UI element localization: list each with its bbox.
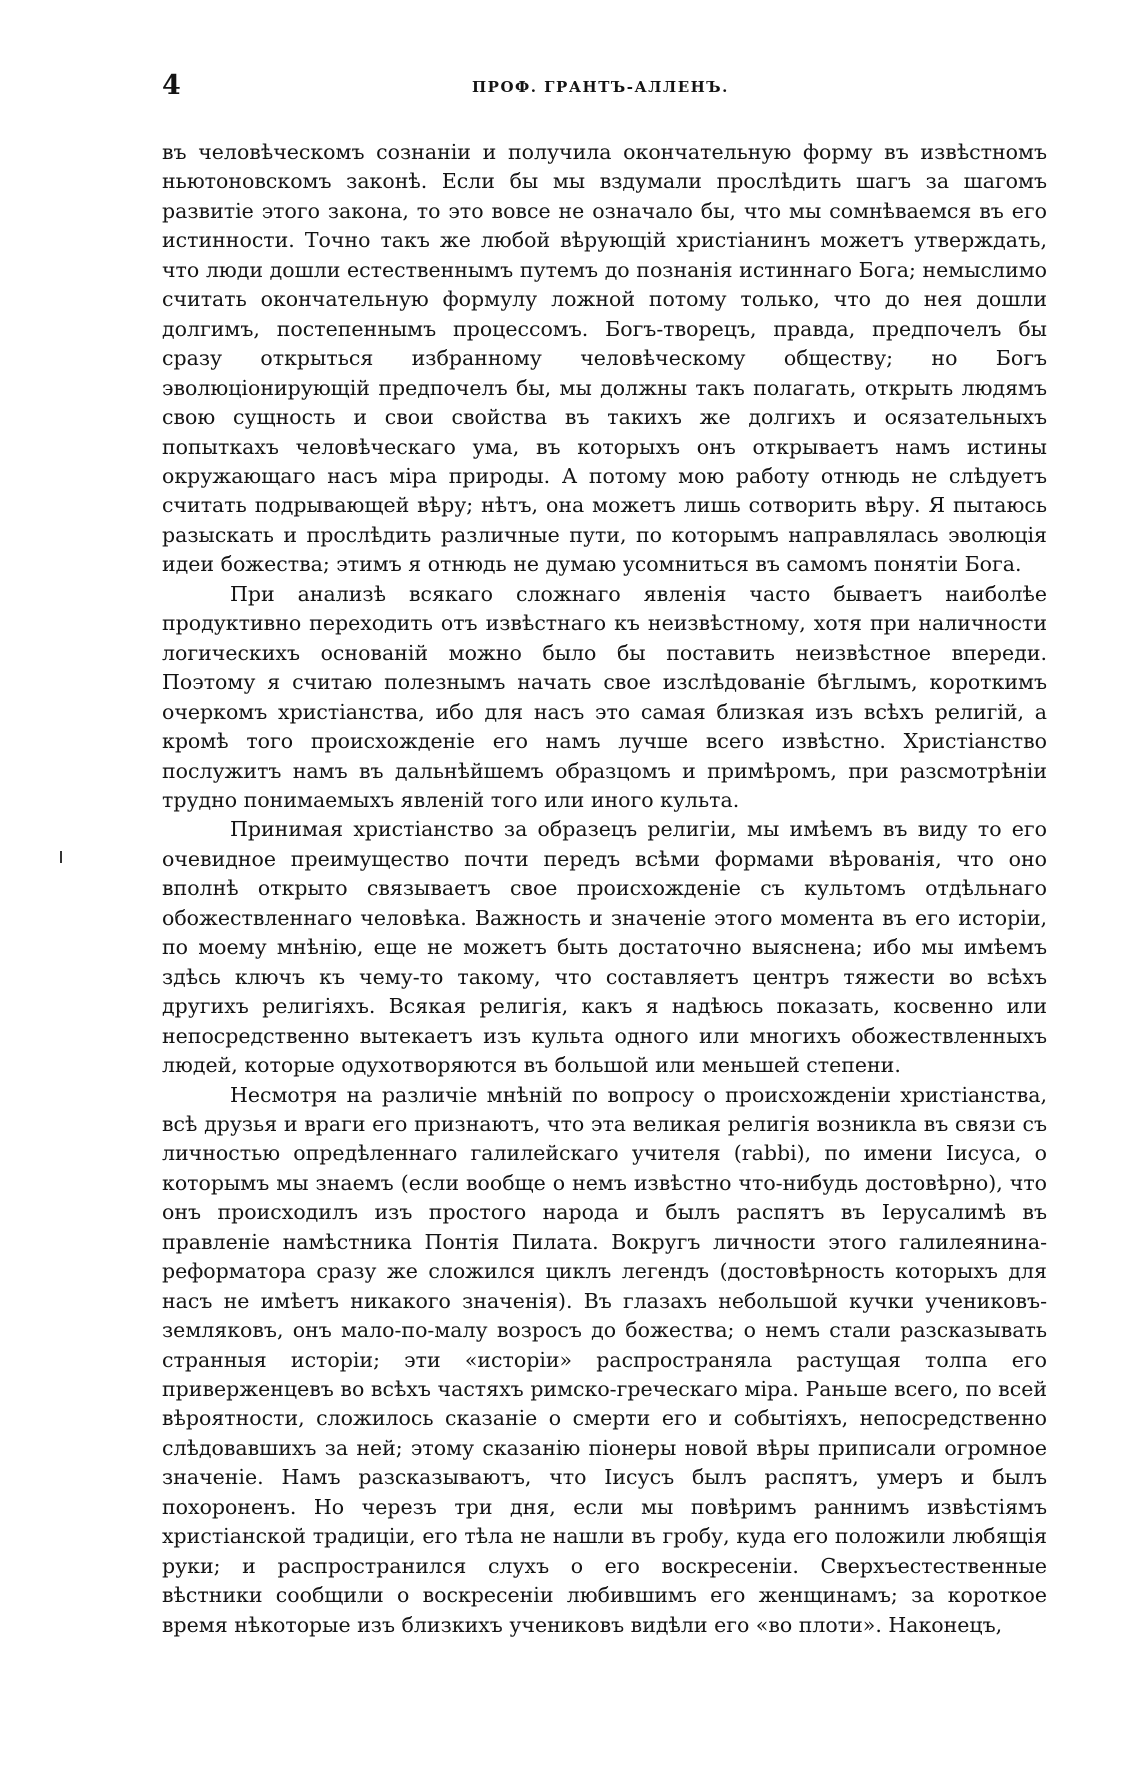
- paragraph-method: При анализѣ всякаго сложнаго явленія часто бываетъ наиболѣе продуктивно переходить отъ извѣстнаго къ неизвѣстному, хотя при наличности логическихъ основаній можно было бы поставить неизвѣстное впереди. Поэтому я считаю полезнымъ начать свое изслѣдованіе бѣглымъ, короткимъ очеркомъ христіанства, ибо для насъ это самая близкая изъ всѣхъ религій, а кромѣ того происхожденіе его намъ лучше всего извѣстно. Христіанство послужитъ намъ въ дальнѣйшемъ образцомъ и примѣромъ, при разсмотрѣніи трудно понимаемыхъ явленій того или иного культа.: [162, 581, 1047, 812]
- margin-mark: [60, 851, 62, 863]
- body-text: [162, 138, 1047, 1640]
- page-number: 4: [162, 70, 181, 101]
- page-header: [162, 70, 1047, 104]
- paragraph-origin: Несмотря на различіе мнѣній по вопросу о происхожденіи христіанства, всѣ друзья и враги его признаютъ, что эта великая религія возникла въ связи съ личностью опредѣленнаго галилейскаго учителя (rabbi), по имени Іисуса, о которымъ мы знаемъ (если вообще о немъ извѣстно что-нибудь достовѣрно), что онъ происходилъ изъ простого народа и былъ распятъ въ Іерусалимѣ въ правленіе намѣстника Понтія Пилата. Вокругъ личности этого галилеянина-реформатора сразу же сложился циклъ легендъ (достовѣрность которыхъ для насъ не имѣетъ никакого значенія). Въ глазахъ небольшой кучки учениковъ-земляковъ, онъ мало-по-малу возросъ до божества; о немъ стали разсказывать странныя исторіи; эти «исторіи» распространяла растущая толпа его приверженцевъ во всѣхъ частяхъ римско-греческаго міра. Раньше всего, по всей вѣроятности, сложилось сказаніе о смерти его и событіяхъ, непосредственно слѣдовавшихъ за ней; этому сказанію піонеры новой вѣры приписали огромное значеніе. Намъ разсказываютъ, что Іисусъ былъ распятъ, умеръ и былъ похороненъ. Но черезъ три дня, если мы повѣримъ раннимъ извѣстіямъ христіанской традиціи, его тѣла не нашли въ гробу, куда его положили любящія руки; и распространился слухъ о его воскресеніи. Сверхъестественные вѣстники сообщили о воскресеніи любившимъ его женщинамъ; за короткое время нѣкоторые изъ близкихъ учениковъ видѣли его «во плоти». Наконецъ,: [162, 1082, 1047, 1637]
- paragraph-christianity-model: Принимая христіанство за образецъ религіи, мы имѣемъ въ виду то его очевидное преимущество почти передъ всѣми формами вѣрованія, что оно вполнѣ открыто связываетъ свое происхожденіе съ культомъ отдѣльнаго обожествленнаго человѣка. Важность и значеніе этого момента въ его исторіи, по моему мнѣнію, еще не можетъ быть достаточно выяснена; ибо мы имѣемъ здѣсь ключъ къ чему-то такому, что составляетъ центръ тяжести во всѣхъ другихъ религіяхъ. Всякая религія, какъ я надѣюсь показать, косвенно или непосредственно вытекаетъ изъ культа одного или многихъ обожествленныхъ людей, которые одухотворяются въ большой или меньшей степени.: [162, 817, 1047, 1078]
- paragraph-continued: въ человѣческомъ сознаніи и получила окончательную форму въ извѣстномъ ньютоновскомъ законѣ. Если бы мы вздумали прослѣдить шагъ за шагомъ развитіе этого закона, то это вовсе не означало бы, что мы сомнѣваемся въ его истинности. Точно такъ же любой вѣрующій христіанинъ можетъ утверждать, что люди дошли естественнымъ путемъ до познанія истиннаго Бога; немыслимо считать окончательную формулу ложной потому только, что до нея дошли долгимъ, постепеннымъ процессомъ. Богъ-творецъ, правда, предпочелъ бы сразу открыться избранному человѣческому обществу; но Богъ эволюціонирующій предпочелъ бы, мы должны такъ полагать, открыть людямъ свою сущность и свои свойства въ такихъ же долгихъ и осязательныхъ попыткахъ человѣческаго ума, въ которыхъ онъ открываетъ намъ истины окружающаго насъ міра природы. А потому мою работу отнюдь не слѣдуетъ считать подрывающей вѣру; нѣтъ, она можетъ лишь сотворить вѣру. Я пытаюсь разыскать и прослѣдить различные пути, по которымъ направлялась эволюція идеи божества; этимъ я отнюдь не думаю усомниться въ самомъ понятіи Бога.: [162, 140, 1047, 577]
- running-head: ПРОФ. ГРАНТЪ-АЛЛЕНЪ.: [472, 78, 729, 96]
